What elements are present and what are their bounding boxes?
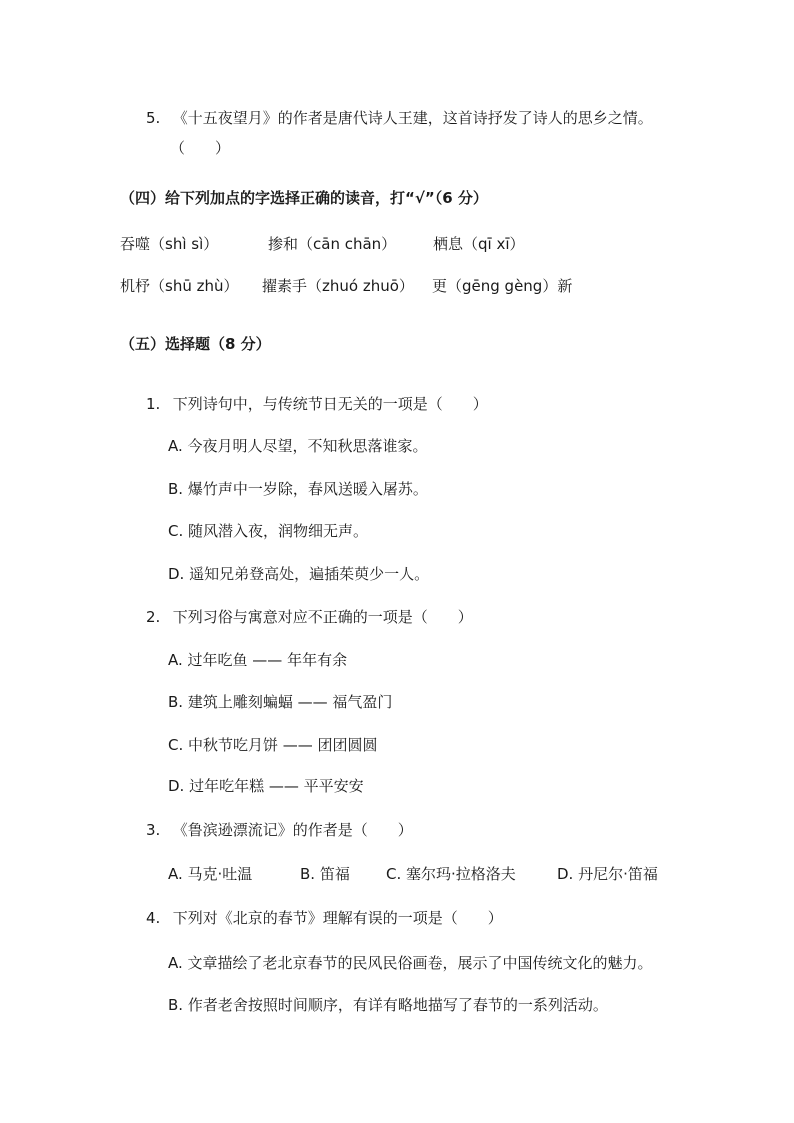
option-d: D. 丹尼尔·笛福: [557, 865, 658, 883]
question-3: [146, 820, 413, 840]
question-stem: 《鲁滨逊漂流记》的作者是（ ）: [172, 821, 413, 839]
pinyin-item: 吞噬（shì sì）: [120, 235, 219, 253]
answer-blank: （ ）: [170, 139, 231, 157]
section-4-heading: （四）给下列加点的字选择正确的读音，打“√”（6 分）: [120, 189, 488, 207]
question-stem: 下列诗句中，与传统节日无关的一项是（ ）: [172, 395, 488, 413]
question-number: 2.: [146, 608, 161, 626]
question-stem: 《十五夜望月》的作者是唐代诗人王建，这首诗抒发了诗人的思乡之情。: [172, 109, 653, 127]
option-b: B. 作者老舍按照时间顺序，有详有略地描写了春节的一系列活动。: [168, 996, 608, 1014]
question-stem: 下列对《北京的春节》理解有误的一项是（ ）: [172, 909, 503, 927]
pinyin-item: 更（gēng gèng）新: [432, 277, 573, 295]
option-a: A. 马克·吐温: [168, 865, 253, 883]
option-c: C. 中秋节吃月饼 —— 团团圆圆: [168, 736, 378, 754]
pinyin-item: 机杼（shū zhù）: [120, 277, 239, 295]
option-d: D. 过年吃年糕 —— 平平安安: [168, 777, 364, 795]
question-2: [146, 607, 473, 627]
question-number: 5.: [146, 109, 161, 127]
question-stem: 下列习俗与寓意对应不正确的一项是（ ）: [172, 608, 473, 626]
option-c: C. 随风潜入夜，润物细无声。: [168, 522, 369, 540]
option-a: A. 文章描绘了老北京春节的民风民俗画卷，展示了中国传统文化的魅力。: [168, 954, 653, 972]
pinyin-item: 栖息（qī xī）: [433, 235, 525, 253]
option-b: B. 爆竹声中一岁除，春风送暖入屠苏。: [168, 480, 428, 498]
question-number: 3.: [146, 821, 161, 839]
question-1: [146, 394, 488, 414]
question-4: [146, 908, 503, 928]
option-b: B. 笛福: [300, 865, 350, 883]
options-row: [168, 864, 658, 884]
pinyin-item: 掺和（cān chān）: [268, 235, 397, 253]
option-a: A. 过年吃鱼 —— 年年有余: [168, 651, 348, 669]
option-a: A. 今夜月明人尽望，不知秋思落谁家。: [168, 437, 428, 455]
option-b: B. 建筑上雕刻蝙蝠 —— 福气盈门: [168, 693, 393, 711]
question-5: [146, 108, 653, 128]
pinyin-item: 擢素手（zhuó zhuō）: [262, 277, 414, 295]
section-5-heading: （五）选择题（8 分）: [120, 335, 271, 353]
option-d: D. 遥知兄弟登高处，遍插茱萸少一人。: [168, 565, 430, 583]
option-c: C. 塞尔玛·拉格洛夫: [386, 865, 516, 883]
question-number: 1.: [146, 395, 161, 413]
question-number: 4.: [146, 909, 161, 927]
